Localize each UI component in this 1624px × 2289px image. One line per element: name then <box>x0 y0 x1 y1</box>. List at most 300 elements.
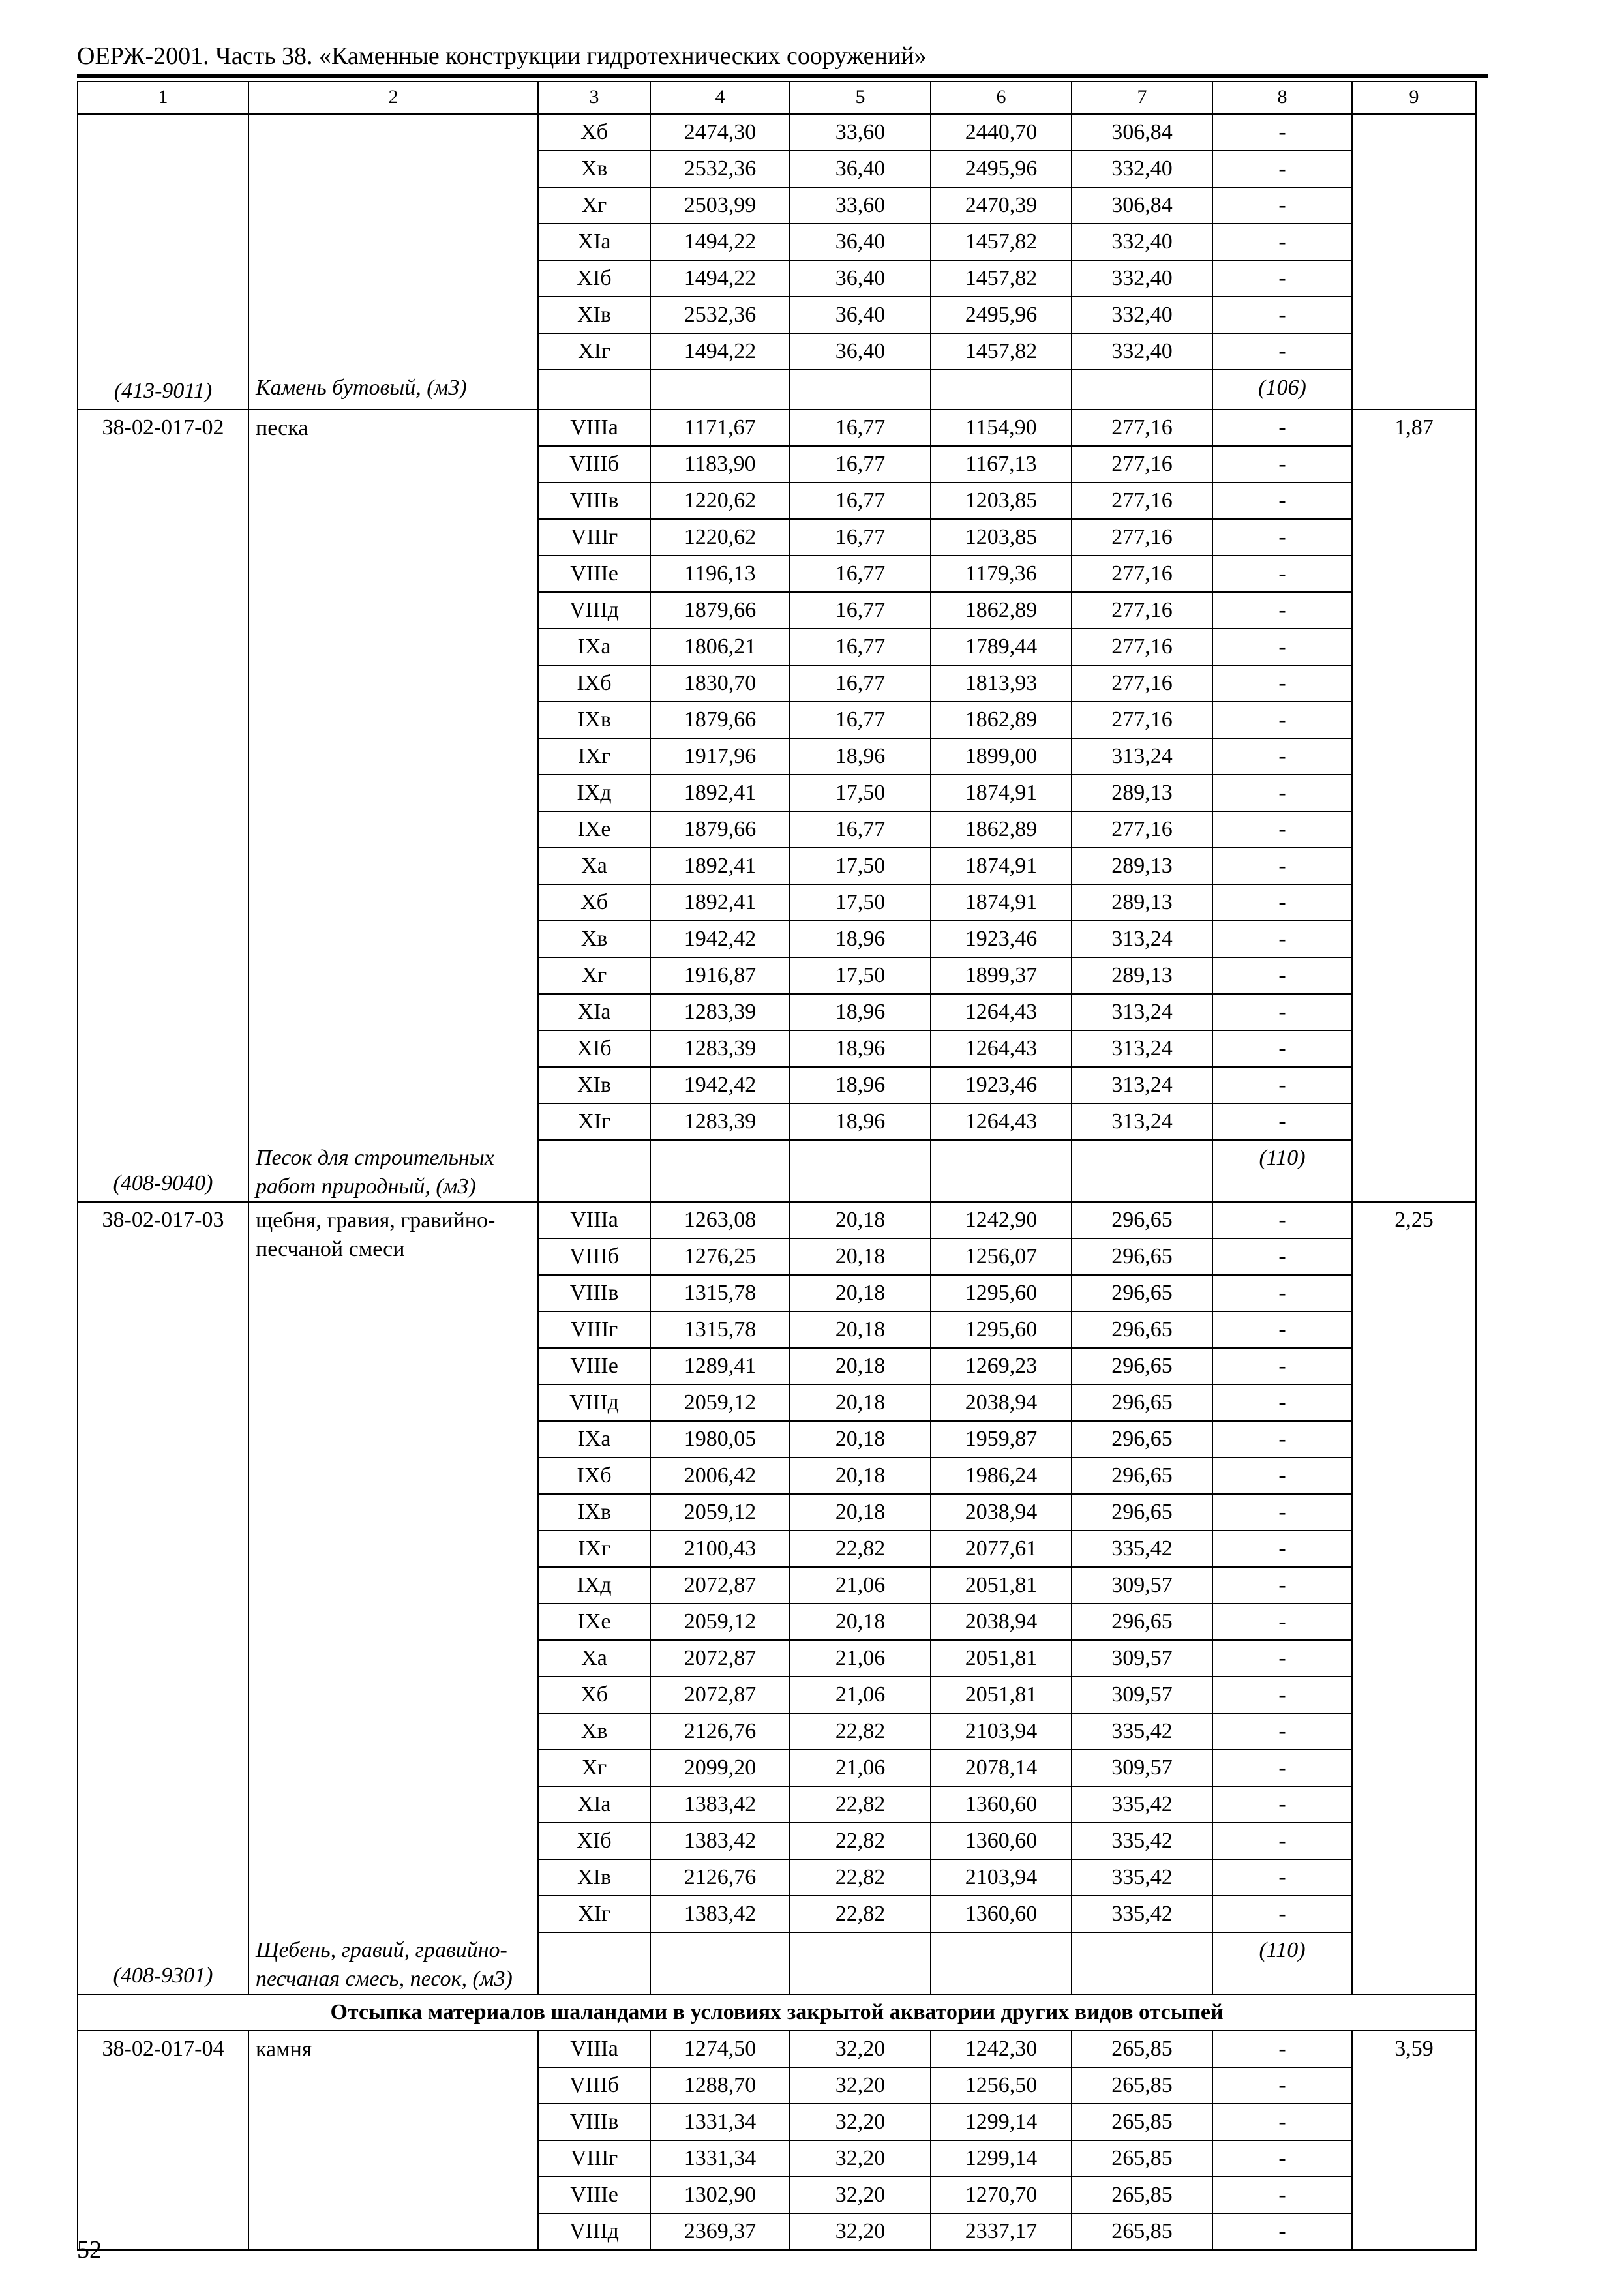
cell-col4: 1383,42 <box>650 1786 790 1823</box>
cell-col8: - <box>1212 260 1352 297</box>
cell-col8: - <box>1212 2067 1352 2104</box>
cell-col5: 16,77 <box>790 556 931 592</box>
empty-cell <box>931 1140 1072 1202</box>
cell-col3: Хг <box>538 1750 650 1786</box>
cell-col6: 1154,90 <box>931 410 1072 446</box>
resource-name: Щебень, гравий, гравийно-песчаная смесь, песок, (м3) <box>248 1932 538 1994</box>
cell-col6: 2051,81 <box>931 1567 1072 1604</box>
cell-col8: - <box>1212 629 1352 665</box>
cell-col3: VIIIг <box>538 2140 650 2177</box>
cell-col7: 309,57 <box>1072 1750 1212 1786</box>
cell-col5: 36,40 <box>790 260 931 297</box>
cell-col6: 1242,30 <box>931 2031 1072 2067</box>
cell-col3: IXа <box>538 1421 650 1458</box>
cell-col7: 335,42 <box>1072 1823 1212 1859</box>
cell-col5: 20,18 <box>790 1604 931 1640</box>
cell-col6: 1295,60 <box>931 1275 1072 1311</box>
cell-col5: 22,82 <box>790 1786 931 1823</box>
page-header: ОЕРЖ-2001. Часть 38. «Каменные конструкции гидротехнических сооружений» <box>77 38 1488 78</box>
cell-col4: 1289,41 <box>650 1348 790 1384</box>
cell-col6: 1789,44 <box>931 629 1072 665</box>
cell-col5: 20,18 <box>790 1238 931 1275</box>
cell-col4: 2059,12 <box>650 1494 790 1531</box>
cell-col3: VIIIа <box>538 2031 650 2067</box>
resource-row <box>78 1140 1476 1202</box>
empty-cell <box>650 1932 790 1994</box>
cell-col7: 277,16 <box>1072 556 1212 592</box>
rates-table <box>77 81 1477 2251</box>
cell-col8: - <box>1212 114 1352 151</box>
resource-row <box>78 1932 1476 1994</box>
cell-col4: 1171,67 <box>650 410 790 446</box>
cell-col4: 2503,99 <box>650 187 790 224</box>
cell-col3: VIIIв <box>538 2104 650 2140</box>
cell-col4: 1892,41 <box>650 884 790 921</box>
cell-col6: 1862,89 <box>931 592 1072 629</box>
cell-col3: XIа <box>538 994 650 1030</box>
cell-col4: 2532,36 <box>650 151 790 187</box>
cell-col6: 1264,43 <box>931 1030 1072 1067</box>
cell-col8: - <box>1212 1823 1352 1859</box>
section-title-row <box>78 1994 1476 2031</box>
cell-col6: 1203,85 <box>931 483 1072 519</box>
cell-col6: 1269,23 <box>931 1348 1072 1384</box>
cell-col6: 1457,82 <box>931 333 1072 370</box>
work-name: щебня, гравия, гравийно-песчаной смеси <box>248 1202 538 1932</box>
cell-col5: 18,96 <box>790 738 931 775</box>
cell-col5: 22,82 <box>790 1896 931 1932</box>
cell-col6: 2495,96 <box>931 151 1072 187</box>
cell-col7: 296,65 <box>1072 1384 1212 1421</box>
cell-col7: 335,42 <box>1072 1531 1212 1567</box>
column-number: 5 <box>790 82 931 114</box>
cell-col7: 296,65 <box>1072 1421 1212 1458</box>
cell-col8: - <box>1212 1859 1352 1896</box>
rate-code <box>78 114 248 370</box>
empty-cell <box>1072 1140 1212 1202</box>
cell-col3: Хв <box>538 921 650 957</box>
cell-col3: IXб <box>538 665 650 702</box>
cell-col7: 306,84 <box>1072 187 1212 224</box>
cell-col3: VIIIв <box>538 1275 650 1311</box>
cell-col8: - <box>1212 333 1352 370</box>
cell-col6: 2038,94 <box>931 1604 1072 1640</box>
col9-value <box>1352 114 1476 410</box>
col9-value: 1,87 <box>1352 410 1476 1202</box>
cell-col6: 1360,60 <box>931 1896 1072 1932</box>
cell-col6: 1899,00 <box>931 738 1072 775</box>
cell-col4: 2059,12 <box>650 1604 790 1640</box>
cell-col3: VIIIв <box>538 483 650 519</box>
cell-col6: 1264,43 <box>931 994 1072 1030</box>
cell-col4: 1980,05 <box>650 1421 790 1458</box>
cell-col7: 296,65 <box>1072 1311 1212 1348</box>
cell-col5: 20,18 <box>790 1384 931 1421</box>
cell-col8: - <box>1212 1640 1352 1677</box>
cell-col6: 1986,24 <box>931 1458 1072 1494</box>
cell-col4: 1830,70 <box>650 665 790 702</box>
cell-col7: 313,24 <box>1072 1030 1212 1067</box>
cell-col4: 1806,21 <box>650 629 790 665</box>
cell-col5: 20,18 <box>790 1458 931 1494</box>
cell-col7: 306,84 <box>1072 114 1212 151</box>
cell-col5: 32,20 <box>790 2213 931 2250</box>
cell-col7: 289,13 <box>1072 884 1212 921</box>
cell-col6: 1360,60 <box>931 1786 1072 1823</box>
cell-col7: 277,16 <box>1072 665 1212 702</box>
cell-col5: 20,18 <box>790 1494 931 1531</box>
cell-col4: 1283,39 <box>650 1030 790 1067</box>
cell-col5: 20,18 <box>790 1311 931 1348</box>
cell-col6: 1874,91 <box>931 848 1072 884</box>
cell-col3: XIв <box>538 297 650 333</box>
cell-col7: 296,65 <box>1072 1494 1212 1531</box>
cell-col3: VIIIб <box>538 2067 650 2104</box>
cell-col3: Хв <box>538 1713 650 1750</box>
cell-col6: 1923,46 <box>931 1067 1072 1103</box>
cell-col8: - <box>1212 1103 1352 1140</box>
cell-col3: IXд <box>538 775 650 811</box>
cell-col4: 2126,76 <box>650 1713 790 1750</box>
resource-qty: (110) <box>1212 1140 1352 1202</box>
column-number: 6 <box>931 82 1072 114</box>
cell-col6: 2103,94 <box>931 1713 1072 1750</box>
cell-col7: 296,65 <box>1072 1275 1212 1311</box>
cell-col7: 265,85 <box>1072 2213 1212 2250</box>
cell-col8: - <box>1212 2213 1352 2250</box>
resource-qty: (110) <box>1212 1932 1352 1994</box>
cell-col8: - <box>1212 1677 1352 1713</box>
cell-col6: 2470,39 <box>931 187 1072 224</box>
cell-col5: 36,40 <box>790 297 931 333</box>
empty-cell <box>790 1932 931 1994</box>
resource-name: Камень бутовый, (м3) <box>248 370 538 410</box>
cell-col3: XIг <box>538 1896 650 1932</box>
cell-col6: 2078,14 <box>931 1750 1072 1786</box>
cell-col4: 1183,90 <box>650 446 790 483</box>
cell-col8: - <box>1212 410 1352 446</box>
cell-col8: - <box>1212 1275 1352 1311</box>
column-number: 3 <box>538 82 650 114</box>
cell-col4: 2072,87 <box>650 1640 790 1677</box>
cell-col5: 18,96 <box>790 994 931 1030</box>
cell-col5: 16,77 <box>790 629 931 665</box>
cell-col5: 32,20 <box>790 2031 931 2067</box>
cell-col7: 332,40 <box>1072 333 1212 370</box>
empty-cell <box>650 370 790 410</box>
cell-col4: 1302,90 <box>650 2177 790 2213</box>
cell-col8: - <box>1212 556 1352 592</box>
cell-col8: - <box>1212 1896 1352 1932</box>
cell-col4: 1383,42 <box>650 1823 790 1859</box>
cell-col6: 1862,89 <box>931 811 1072 848</box>
cell-col5: 17,50 <box>790 884 931 921</box>
cell-col8: - <box>1212 297 1352 333</box>
cell-col3: VIIIе <box>538 1348 650 1384</box>
cell-col7: 296,65 <box>1072 1458 1212 1494</box>
empty-cell <box>1072 370 1212 410</box>
cell-col5: 16,77 <box>790 702 931 738</box>
cell-col7: 289,13 <box>1072 957 1212 994</box>
cell-col5: 22,82 <box>790 1859 931 1896</box>
cell-col6: 2038,94 <box>931 1384 1072 1421</box>
cell-col3: IXг <box>538 1531 650 1567</box>
cell-col8: - <box>1212 151 1352 187</box>
cell-col4: 1331,34 <box>650 2140 790 2177</box>
cell-col5: 16,77 <box>790 519 931 556</box>
cell-col4: 1315,78 <box>650 1311 790 1348</box>
rate-code: 38-02-017-02 <box>78 410 248 1140</box>
cell-col5: 22,82 <box>790 1713 931 1750</box>
cell-col5: 36,40 <box>790 224 931 260</box>
cell-col3: Хв <box>538 151 650 187</box>
cell-col8: - <box>1212 1311 1352 1348</box>
cell-col7: 332,40 <box>1072 260 1212 297</box>
cell-col3: IXе <box>538 811 650 848</box>
cell-col4: 2369,37 <box>650 2213 790 2250</box>
cell-col4: 1494,22 <box>650 260 790 297</box>
cell-col7: 335,42 <box>1072 1713 1212 1750</box>
empty-cell <box>538 370 650 410</box>
cell-col3: Хг <box>538 957 650 994</box>
cell-col5: 36,40 <box>790 333 931 370</box>
cell-col4: 2532,36 <box>650 297 790 333</box>
empty-cell <box>790 1140 931 1202</box>
cell-col3: IXб <box>538 1458 650 1494</box>
cell-col6: 1457,82 <box>931 260 1072 297</box>
cell-col8: - <box>1212 1238 1352 1275</box>
cell-col7: 313,24 <box>1072 994 1212 1030</box>
cell-col6: 1360,60 <box>931 1823 1072 1859</box>
cell-col4: 2059,12 <box>650 1384 790 1421</box>
table-row <box>78 1202 1476 1238</box>
cell-col4: 1879,66 <box>650 592 790 629</box>
cell-col6: 1874,91 <box>931 775 1072 811</box>
cell-col6: 1295,60 <box>931 1311 1072 1348</box>
cell-col4: 1383,42 <box>650 1896 790 1932</box>
cell-col3: VIIIб <box>538 446 650 483</box>
cell-col5: 16,77 <box>790 410 931 446</box>
cell-col6: 1299,14 <box>931 2140 1072 2177</box>
cell-col3: Хг <box>538 187 650 224</box>
cell-col6: 2103,94 <box>931 1859 1072 1896</box>
cell-col4: 1274,50 <box>650 2031 790 2067</box>
cell-col3: XIб <box>538 1030 650 1067</box>
cell-col7: 277,16 <box>1072 811 1212 848</box>
cell-col3: Хб <box>538 1677 650 1713</box>
col9-value: 2,25 <box>1352 1202 1476 1994</box>
cell-col8: - <box>1212 1067 1352 1103</box>
cell-col8: - <box>1212 592 1352 629</box>
cell-col4: 2072,87 <box>650 1567 790 1604</box>
cell-col4: 1196,13 <box>650 556 790 592</box>
cell-col7: 309,57 <box>1072 1567 1212 1604</box>
cell-col3: IXв <box>538 702 650 738</box>
cell-col4: 1288,70 <box>650 2067 790 2104</box>
column-number: 9 <box>1352 82 1476 114</box>
cell-col8: - <box>1212 1750 1352 1786</box>
cell-col8: - <box>1212 1202 1352 1238</box>
cell-col3: XIб <box>538 1823 650 1859</box>
cell-col8: - <box>1212 2104 1352 2140</box>
cell-col7: 313,24 <box>1072 738 1212 775</box>
cell-col3: IXв <box>538 1494 650 1531</box>
cell-col6: 1874,91 <box>931 884 1072 921</box>
cell-col6: 2495,96 <box>931 297 1072 333</box>
cell-col8: - <box>1212 921 1352 957</box>
cell-col6: 1923,46 <box>931 921 1072 957</box>
cell-col3: Хб <box>538 884 650 921</box>
cell-col4: 2474,30 <box>650 114 790 151</box>
cell-col6: 1299,14 <box>931 2104 1072 2140</box>
cell-col3: VIIIе <box>538 2177 650 2213</box>
work-name: камня <box>248 2031 538 2250</box>
cell-col4: 1892,41 <box>650 848 790 884</box>
cell-col5: 18,96 <box>790 921 931 957</box>
table-row <box>78 410 1476 446</box>
cell-col8: - <box>1212 1713 1352 1750</box>
cell-col7: 289,13 <box>1072 848 1212 884</box>
cell-col8: - <box>1212 665 1352 702</box>
cell-col3: VIIIб <box>538 1238 650 1275</box>
cell-col8: - <box>1212 1030 1352 1067</box>
cell-col3: Хб <box>538 114 650 151</box>
cell-col7: 335,42 <box>1072 1896 1212 1932</box>
cell-col6: 2440,70 <box>931 114 1072 151</box>
cell-col7: 265,85 <box>1072 2140 1212 2177</box>
resource-code: (408-9040) <box>78 1140 248 1202</box>
cell-col8: - <box>1212 2177 1352 2213</box>
cell-col7: 309,57 <box>1072 1640 1212 1677</box>
empty-cell <box>650 1140 790 1202</box>
cell-col6: 1256,50 <box>931 2067 1072 2104</box>
cell-col7: 296,65 <box>1072 1202 1212 1238</box>
cell-col5: 16,77 <box>790 811 931 848</box>
empty-cell <box>1072 1932 1212 1994</box>
resource-name: Песок для строительных работ природный, (м3) <box>248 1140 538 1202</box>
cell-col3: VIIIг <box>538 519 650 556</box>
cell-col6: 1179,36 <box>931 556 1072 592</box>
cell-col5: 21,06 <box>790 1640 931 1677</box>
cell-col3: Ха <box>538 1640 650 1677</box>
cell-col7: 332,40 <box>1072 297 1212 333</box>
cell-col8: - <box>1212 224 1352 260</box>
cell-col7: 313,24 <box>1072 921 1212 957</box>
cell-col6: 1264,43 <box>931 1103 1072 1140</box>
cell-col4: 1892,41 <box>650 775 790 811</box>
cell-col7: 313,24 <box>1072 1103 1212 1140</box>
cell-col8: - <box>1212 702 1352 738</box>
cell-col5: 17,50 <box>790 957 931 994</box>
cell-col5: 20,18 <box>790 1348 931 1384</box>
column-number: 7 <box>1072 82 1212 114</box>
cell-col7: 296,65 <box>1072 1348 1212 1384</box>
cell-col4: 2006,42 <box>650 1458 790 1494</box>
cell-col5: 20,18 <box>790 1275 931 1311</box>
cell-col3: IXа <box>538 629 650 665</box>
cell-col8: - <box>1212 1494 1352 1531</box>
cell-col5: 33,60 <box>790 187 931 224</box>
empty-cell <box>931 370 1072 410</box>
cell-col7: 335,42 <box>1072 1859 1212 1896</box>
cell-col5: 18,96 <box>790 1067 931 1103</box>
cell-col3: Ха <box>538 848 650 884</box>
cell-col5: 16,77 <box>790 483 931 519</box>
cell-col8: - <box>1212 884 1352 921</box>
cell-col8: - <box>1212 1348 1352 1384</box>
cell-col3: XIа <box>538 224 650 260</box>
cell-col8: - <box>1212 1458 1352 1494</box>
cell-col4: 1283,39 <box>650 1103 790 1140</box>
empty-cell <box>538 1932 650 1994</box>
cell-col7: 277,16 <box>1072 483 1212 519</box>
cell-col8: - <box>1212 1531 1352 1567</box>
cell-col6: 1167,13 <box>931 446 1072 483</box>
empty-cell <box>538 1140 650 1202</box>
cell-col5: 32,20 <box>790 2140 931 2177</box>
table-row <box>78 114 1476 151</box>
cell-col7: 265,85 <box>1072 2177 1212 2213</box>
cell-col8: - <box>1212 1604 1352 1640</box>
cell-col3: XIг <box>538 333 650 370</box>
empty-cell <box>790 370 931 410</box>
cell-col7: 289,13 <box>1072 775 1212 811</box>
cell-col4: 1916,87 <box>650 957 790 994</box>
cell-col3: VIIIд <box>538 2213 650 2250</box>
cell-col8: - <box>1212 1786 1352 1823</box>
cell-col7: 332,40 <box>1072 151 1212 187</box>
cell-col4: 2100,43 <box>650 1531 790 1567</box>
cell-col3: VIIIд <box>538 592 650 629</box>
cell-col8: - <box>1212 811 1352 848</box>
cell-col5: 22,82 <box>790 1823 931 1859</box>
cell-col8: - <box>1212 483 1352 519</box>
cell-col6: 1242,90 <box>931 1202 1072 1238</box>
cell-col4: 1220,62 <box>650 519 790 556</box>
table-row <box>78 2031 1476 2067</box>
cell-col7: 277,16 <box>1072 446 1212 483</box>
cell-col7: 277,16 <box>1072 519 1212 556</box>
cell-col6: 1959,87 <box>931 1421 1072 1458</box>
cell-col5: 18,96 <box>790 1030 931 1067</box>
cell-col5: 21,06 <box>790 1750 931 1786</box>
cell-col4: 1942,42 <box>650 1067 790 1103</box>
cell-col4: 1276,25 <box>650 1238 790 1275</box>
cell-col3: IXд <box>538 1567 650 1604</box>
work-name <box>248 114 538 370</box>
cell-col8: - <box>1212 2031 1352 2067</box>
section-title: Отсыпка материалов шаландами в условиях закрытой акватории других видов отсыпей <box>78 1994 1476 2031</box>
cell-col7: 277,16 <box>1072 410 1212 446</box>
cell-col7: 296,65 <box>1072 1238 1212 1275</box>
cell-col3: XIг <box>538 1103 650 1140</box>
work-name: песка <box>248 410 538 1140</box>
cell-col5: 32,20 <box>790 2067 931 2104</box>
cell-col8: - <box>1212 848 1352 884</box>
cell-col6: 1270,70 <box>931 2177 1072 2213</box>
cell-col3: XIв <box>538 1067 650 1103</box>
empty-cell <box>931 1932 1072 1994</box>
cell-col5: 36,40 <box>790 151 931 187</box>
cell-col8: - <box>1212 775 1352 811</box>
cell-col7: 265,85 <box>1072 2067 1212 2104</box>
cell-col4: 2126,76 <box>650 1859 790 1896</box>
cell-col6: 2077,61 <box>931 1531 1072 1567</box>
column-number: 8 <box>1212 82 1352 114</box>
rate-code: 38-02-017-04 <box>78 2031 248 2250</box>
cell-col3: XIа <box>538 1786 650 1823</box>
cell-col5: 22,82 <box>790 1531 931 1567</box>
